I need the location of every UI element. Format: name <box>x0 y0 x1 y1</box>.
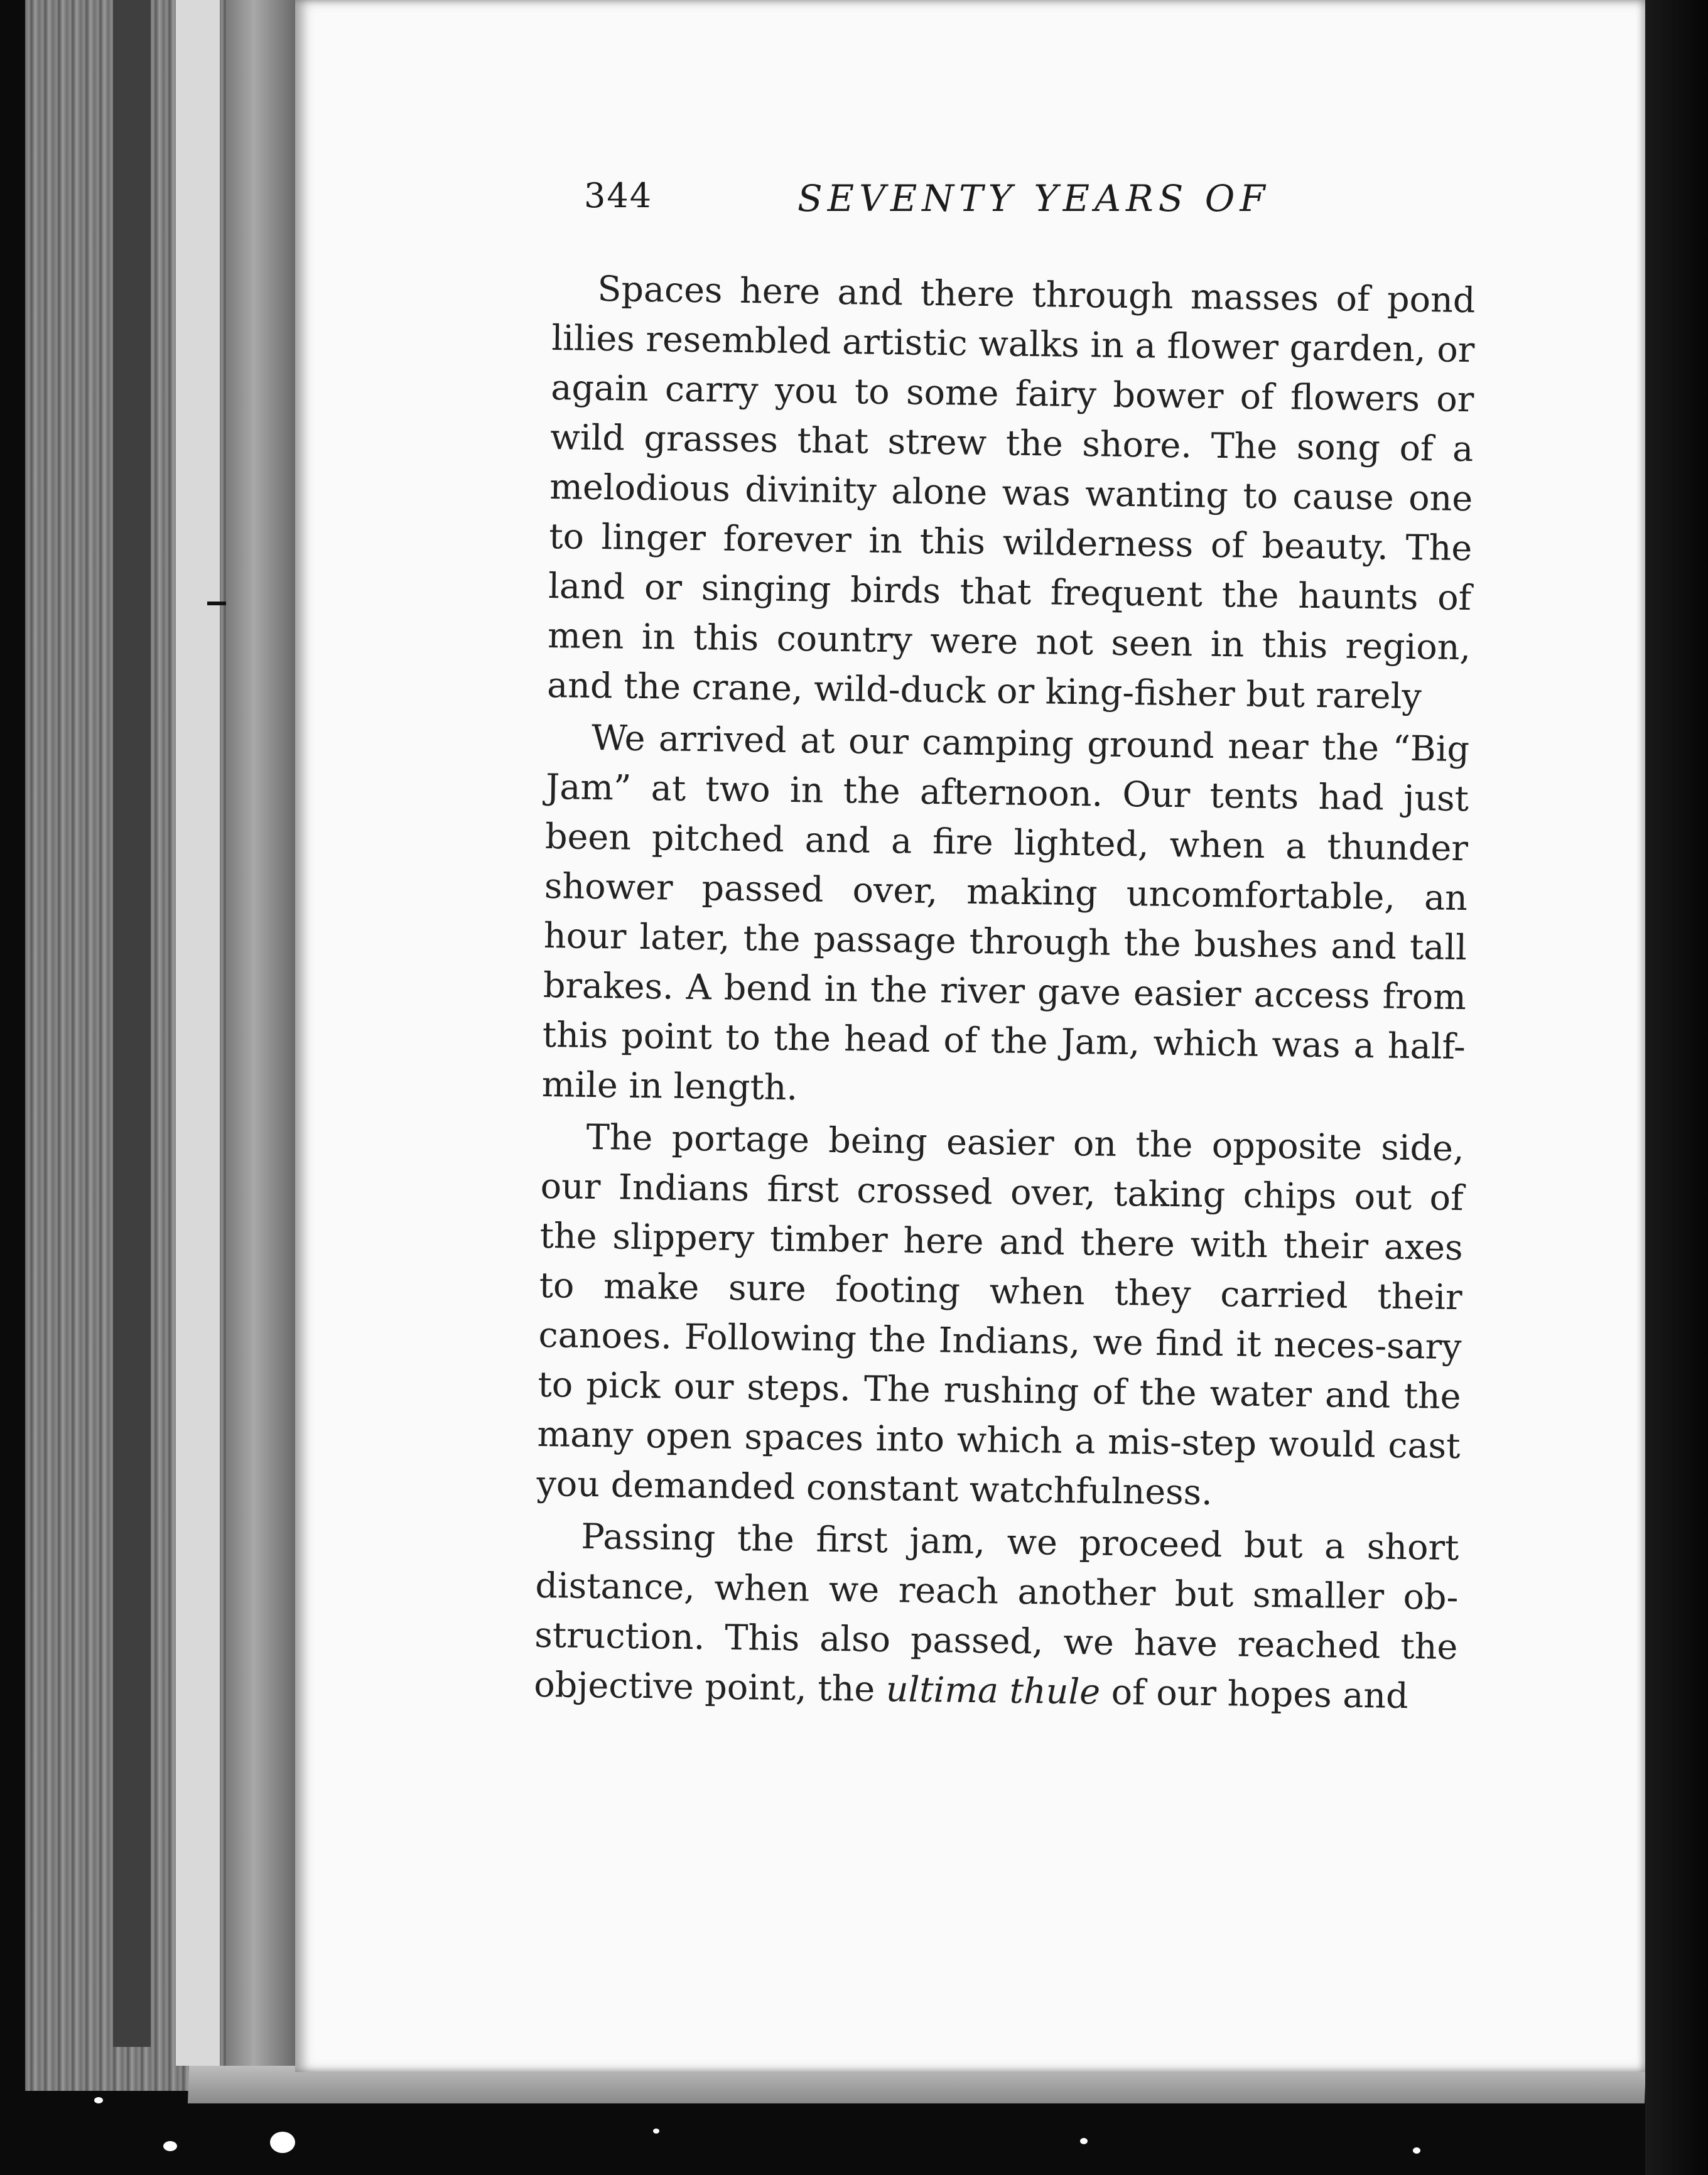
text-run: Passing the first jam, we proceed but a short distance, when we reach another but smaller ob-struction. This also passed, we have reached the objective point, the <box>533 1516 1459 1710</box>
page-edge-grey <box>226 0 295 2072</box>
text-run: of our hopes and <box>1100 1671 1409 1717</box>
right-binding-shadow <box>1645 0 1708 2175</box>
page-number: 344 <box>584 176 653 215</box>
paragraph-last <box>534 1511 1459 1722</box>
page-edge-shadow <box>113 0 151 2047</box>
paragraph: We arrived at our camping ground near the “Big Jam” at two in the afternoon. Our tents had just been pitched and a fire lighted, when a thunder shower passed over, making uncomfortable, an hour later, the passage through the bushes and tall brakes. A bend in the river gave easier access from this point to the head of the Jam, which was a half-mile in length. <box>541 717 1470 1109</box>
page-edges <box>25 0 301 2091</box>
dust-speck <box>94 2097 103 2103</box>
running-head: SEVENTY YEARS OF <box>797 177 1270 220</box>
paragraph: Spaces here and there through masses of pond lilies resembled artistic walks in a flower garden, or again carry you to some fairy bower of flowers or wild grasses that strew the shore. The song of a melodious divinity alone was wanting to cause one to linger forever in this wilderness of beauty. The land or singing birds that frequent the haunts of men in this country were not seen in this region, and the crane, wild-duck or king-fisher but rarely <box>546 268 1476 718</box>
page-edge-light <box>176 0 220 2066</box>
dust-speck <box>653 2129 659 2134</box>
italic-phrase: ultima thule <box>885 1669 1101 1713</box>
dust-speck <box>1413 2147 1420 2154</box>
dust-speck <box>163 2141 177 2151</box>
page-header <box>584 176 1476 232</box>
dust-speck <box>270 2132 295 2153</box>
edge-mark <box>207 602 226 605</box>
dust-speck <box>1080 2138 1088 2144</box>
paragraph: The portage being easier on the opposite side, our Indians first crossed over, taking chips out of the slippery timber here and there with their axes to make sure footing when they carried their canoes. Following the Indians, we find it neces-sary to pick our steps. The rushing of the water and the many open spaces into which a mis-step would cast you demanded constant watchfulness. <box>536 1116 1465 1513</box>
body-text <box>534 264 1476 1724</box>
